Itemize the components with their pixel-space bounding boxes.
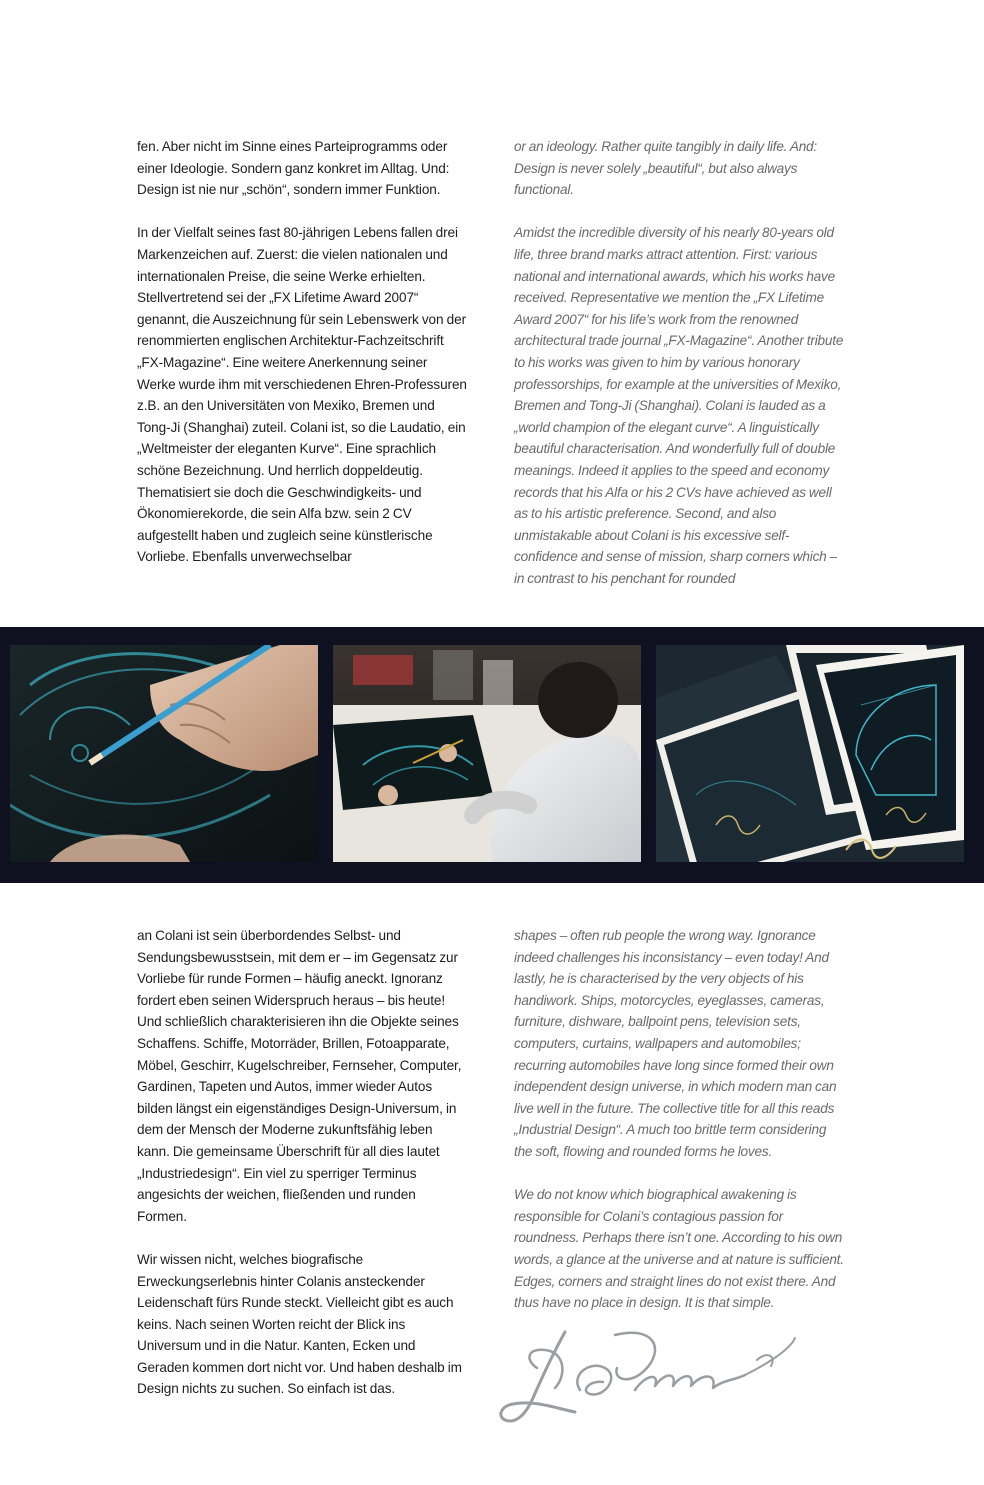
designer-sketching-at-desk-photo <box>333 645 641 862</box>
paragraph: We do not know which biographical awakening is responsible for Colani’s contagious passion for roundness. Perhaps there isn’t one. According to his own words, a glance at the universe and at nature is sufficient. Edges, corners and straight lines do not exist there. And thus have no place in design. It is that simple. <box>514 1187 844 1311</box>
paragraph: Amidst the incredible diversity of his nearly 80-years old life, three brand marks attract attention. First: various national and international awards, which his works have received. Representative we mention the „FX Lifetime Award 2007“ for his life’s work from the renowned architectural trade journal „FX-Magazine“. Another tribute to his works was given to him by various honorary professorships, for example at the universities of Mexiko, Bremen and Tong-Ji (Shanghai). Colani is lauded as a „world champion of the elegant curve“. A linguistically beautiful characterisation. And wonderfully full of double meanings. Indeed it applies to the speed and economy records that his Alfa or his 2 CVs have achieved as well as to his artistic preference. Second, and also unmistakable about Colani is his excessive self-confidence and sense of mission, sharp corners which – in contrast to his penchant for rounded <box>514 225 844 586</box>
german-column-bottom <box>137 925 467 1400</box>
paragraph: fen. Aber nicht im Sinne eines Parteiprogramms oder einer Ideologie. Sondern ganz konkret im Alltag. Und: Design ist nie nur „schön“, sondern immer Funktion. <box>137 139 450 198</box>
photo-strip <box>0 627 984 883</box>
scattered-design-sketches-photo <box>656 645 964 862</box>
german-column-top <box>137 136 467 568</box>
paragraph: or an ideology. Rather quite tangibly in daily life. And: Design is never solely „beautiful“, but also always functional. <box>514 139 817 198</box>
paragraph: shapes – often rub people the wrong way. Ignorance indeed challenges his inconsistancy – even today! And lastly, he is characterised by the very objects of his handiwork. Ships, motorcycles, eyeglasses, cameras, furniture, dishware, ballpoint pens, television sets, computers, curtains, wallpapers and automobiles; recurring automobiles have long since formed their own independent design universe, in which modern man can live well in the future. The collective title for all this reads „Industrial Design“. A much too brittle term considering the soft, flowing and rounded forms he loves. <box>514 928 837 1159</box>
paragraph: an Colani ist sein überbordendes Selbst- und Sendungsbewusstsein, mit dem er – im Gegensatz zur Vorliebe für runde Formen – häufig aneckt. Ignoranz fordert eben seinen Widerspruch heraus – bis heute! Und schließlich charakterisieren ihn die Objekte seines Schaffens. Schiffe, Motorräder, Brillen, Fotoapparate, Möbel, Geschirr, Kugelschreiber, Fernseher, Computer, Gardinen, Tapeten und Autos, immer wieder Autos bilden längst ein eigenständiges Design-Universum, in dem der Mensch der Moderne zukunftsfähig leben kann. Die gemeinsame Überschrift für all dies lautet „Industriedesign“. Ein viel zu sperriger Terminus angesichts der weichen, fließenden und runden Formen. <box>137 928 462 1224</box>
english-column-top <box>514 136 844 589</box>
english-column-bottom <box>514 925 844 1314</box>
paragraph: Wir wissen nicht, welches biografische Erweckungserlebnis hinter Colanis ansteckender Leidenschaft fürs Runde steckt. Vielleicht gibt es auch keins. Nach seinen Worten reicht der Blick ins Universum und in die Natur. Kanten, Ecken und Geraden kommen dort nicht vor. Und haben deshalb im Design nichts zu suchen. So einfach ist das. <box>137 1251 462 1397</box>
hand-drawing-with-pencil-photo <box>10 645 318 862</box>
paragraph: In der Vielfalt seines fast 80-jährigen Lebens fallen drei Markenzeichen auf. Zuerst: die vielen nationalen und internationalen Preise, die seine Werke erhielten. Stellvertretend sei der „FX Lifetime Award 2007“ genannt, die Auszeichnung für sein Lebenswerk von der renommierten englischen Architektur-Fachzeitschrift „FX-Magazine“. Eine weitere Anerkennung seiner Werke wurde ihm mit verschiedenen Ehren-Professuren z.B. an den Universitäten von Mexiko, Bremen und Tong-Ji (Shanghai) zuteil. Colani ist, so die Laudatio, ein „Weltmeister der eleganten Kurve“. Eine sprachlich schöne Bezeichnung. Und herrlich doppeldeutig. Thematisiert sie doch die Geschwindigkeits- und Ökonomierekorde, die sein Alfa bzw. sein 2 CV aufgestellt haben und zugleich seine künstlerische Vorliebe. Ebenfalls unverwechselbar <box>137 225 467 565</box>
handwritten-signature-icon <box>495 1320 805 1430</box>
